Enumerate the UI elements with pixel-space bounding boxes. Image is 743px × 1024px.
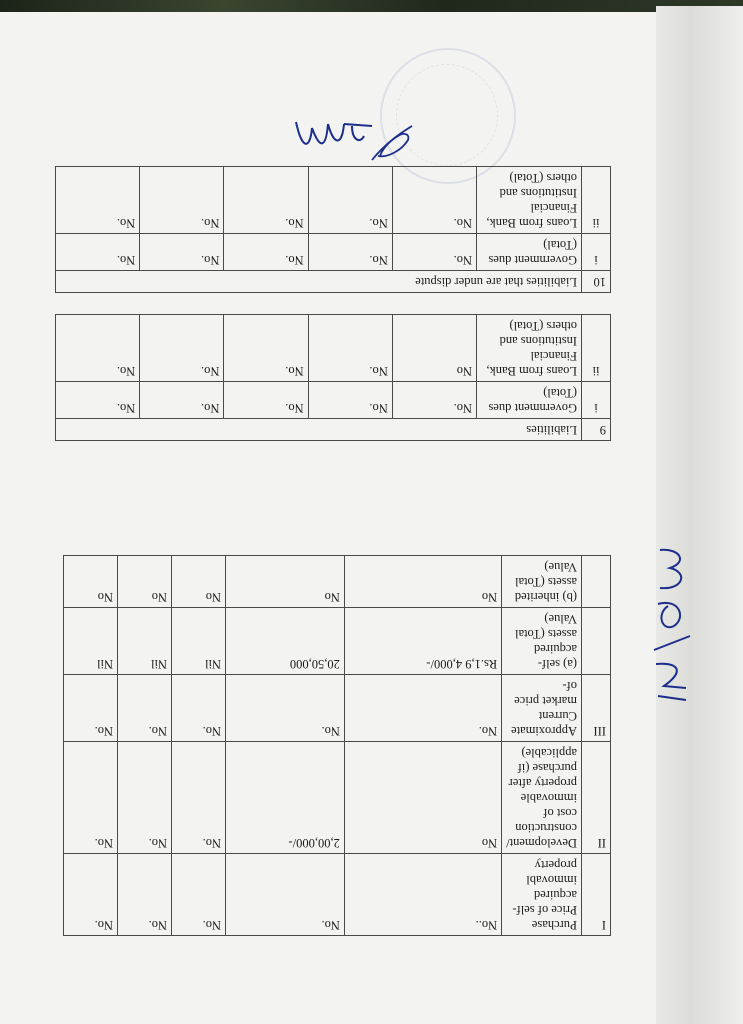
asset-value-table bbox=[63, 555, 611, 936]
cell-value: No. bbox=[224, 167, 308, 234]
table-row bbox=[64, 608, 611, 675]
row-label: Loans from Bank, Financial Institutions and others (Total) bbox=[477, 315, 582, 382]
table-row bbox=[64, 675, 611, 742]
section-header-row bbox=[56, 419, 611, 441]
section-number: 10 bbox=[582, 271, 611, 293]
table-row bbox=[64, 854, 611, 936]
cell-value: No. bbox=[224, 382, 308, 419]
cell-value: No. bbox=[225, 854, 344, 936]
cell-value: No. bbox=[392, 167, 476, 234]
row-number: III bbox=[582, 675, 611, 742]
cell-value: 20,50,000 bbox=[225, 608, 344, 675]
cell-value: No bbox=[344, 556, 501, 608]
cell-value: No. bbox=[118, 854, 172, 936]
row-label: Approximate Current market price of- bbox=[502, 675, 582, 742]
cell-value: No bbox=[172, 556, 226, 608]
cell-value: No. bbox=[392, 234, 476, 271]
cell-value: No. bbox=[56, 382, 140, 419]
table-row bbox=[56, 315, 611, 382]
row-label: (a) self-acquired assets (Total Value) bbox=[502, 608, 582, 675]
row-number: ii bbox=[582, 167, 611, 234]
disputed-liabilities-table bbox=[55, 166, 611, 293]
cell-value: No. bbox=[172, 742, 226, 854]
table-row bbox=[64, 556, 611, 608]
row-number: II bbox=[582, 742, 611, 854]
table-row bbox=[56, 382, 611, 419]
row-label: Government dues (Total) bbox=[477, 234, 582, 271]
cell-value: No. bbox=[64, 854, 118, 936]
cell-value: No. bbox=[64, 742, 118, 854]
row-number: I bbox=[582, 854, 611, 936]
row-number: i bbox=[582, 234, 611, 271]
row-number: ii bbox=[582, 315, 611, 382]
cell-value: No. bbox=[56, 315, 140, 382]
cell-value: No. bbox=[172, 854, 226, 936]
cell-value: No. bbox=[344, 675, 501, 742]
table-row bbox=[64, 742, 611, 854]
cell-value: Rs.1,9 4,000/- bbox=[344, 608, 501, 675]
cell-value: No. bbox=[225, 675, 344, 742]
section-header-row bbox=[56, 271, 611, 293]
cell-value: No bbox=[392, 315, 476, 382]
cell-value: Nil bbox=[118, 608, 172, 675]
cell-value: No. bbox=[308, 167, 392, 234]
cell-value: No. bbox=[308, 234, 392, 271]
cell-value: No. bbox=[172, 675, 226, 742]
row-label: Loans from Bank, Financial Institutions and others (Total) bbox=[477, 167, 582, 234]
cell-value: No. bbox=[224, 315, 308, 382]
cell-value: No. bbox=[56, 234, 140, 271]
cell-value: No. bbox=[140, 315, 224, 382]
section-title: Liabilities that are under dispute bbox=[56, 271, 582, 293]
row-number: i bbox=[582, 382, 611, 419]
row-label: Government dues (Total) bbox=[477, 382, 582, 419]
cell-value: No.. bbox=[344, 854, 501, 936]
cell-value: No bbox=[225, 556, 344, 608]
section-number: 9 bbox=[582, 419, 611, 441]
row-label: Purchase Price of self-acquired immovabl property bbox=[502, 854, 582, 936]
row-number bbox=[582, 556, 611, 608]
cell-value: No. bbox=[64, 675, 118, 742]
cell-value: No. bbox=[56, 167, 140, 234]
liabilities-table bbox=[55, 314, 611, 441]
row-label: Development/ construction cost of immovable property after purchase (if applicable) bbox=[502, 742, 582, 854]
table-row bbox=[56, 167, 611, 234]
cell-value: No. bbox=[118, 675, 172, 742]
cell-value: Nil bbox=[64, 608, 118, 675]
row-label: (b) inherited assets (Total Value) bbox=[502, 556, 582, 608]
cell-value: Nil bbox=[172, 608, 226, 675]
cell-value: No. bbox=[308, 315, 392, 382]
cell-value: 2,00,000/- bbox=[225, 742, 344, 854]
cell-value: No. bbox=[140, 234, 224, 271]
cell-value: No bbox=[118, 556, 172, 608]
cell-value: No. bbox=[224, 234, 308, 271]
table-row bbox=[56, 234, 611, 271]
cell-value: No bbox=[64, 556, 118, 608]
cell-value: No. bbox=[118, 742, 172, 854]
cell-value: No bbox=[344, 742, 501, 854]
row-number bbox=[582, 608, 611, 675]
section-title: Liabilities bbox=[56, 419, 582, 441]
cell-value: No. bbox=[140, 167, 224, 234]
cell-value: No. bbox=[140, 382, 224, 419]
cell-value: No. bbox=[308, 382, 392, 419]
cell-value: No. bbox=[392, 382, 476, 419]
